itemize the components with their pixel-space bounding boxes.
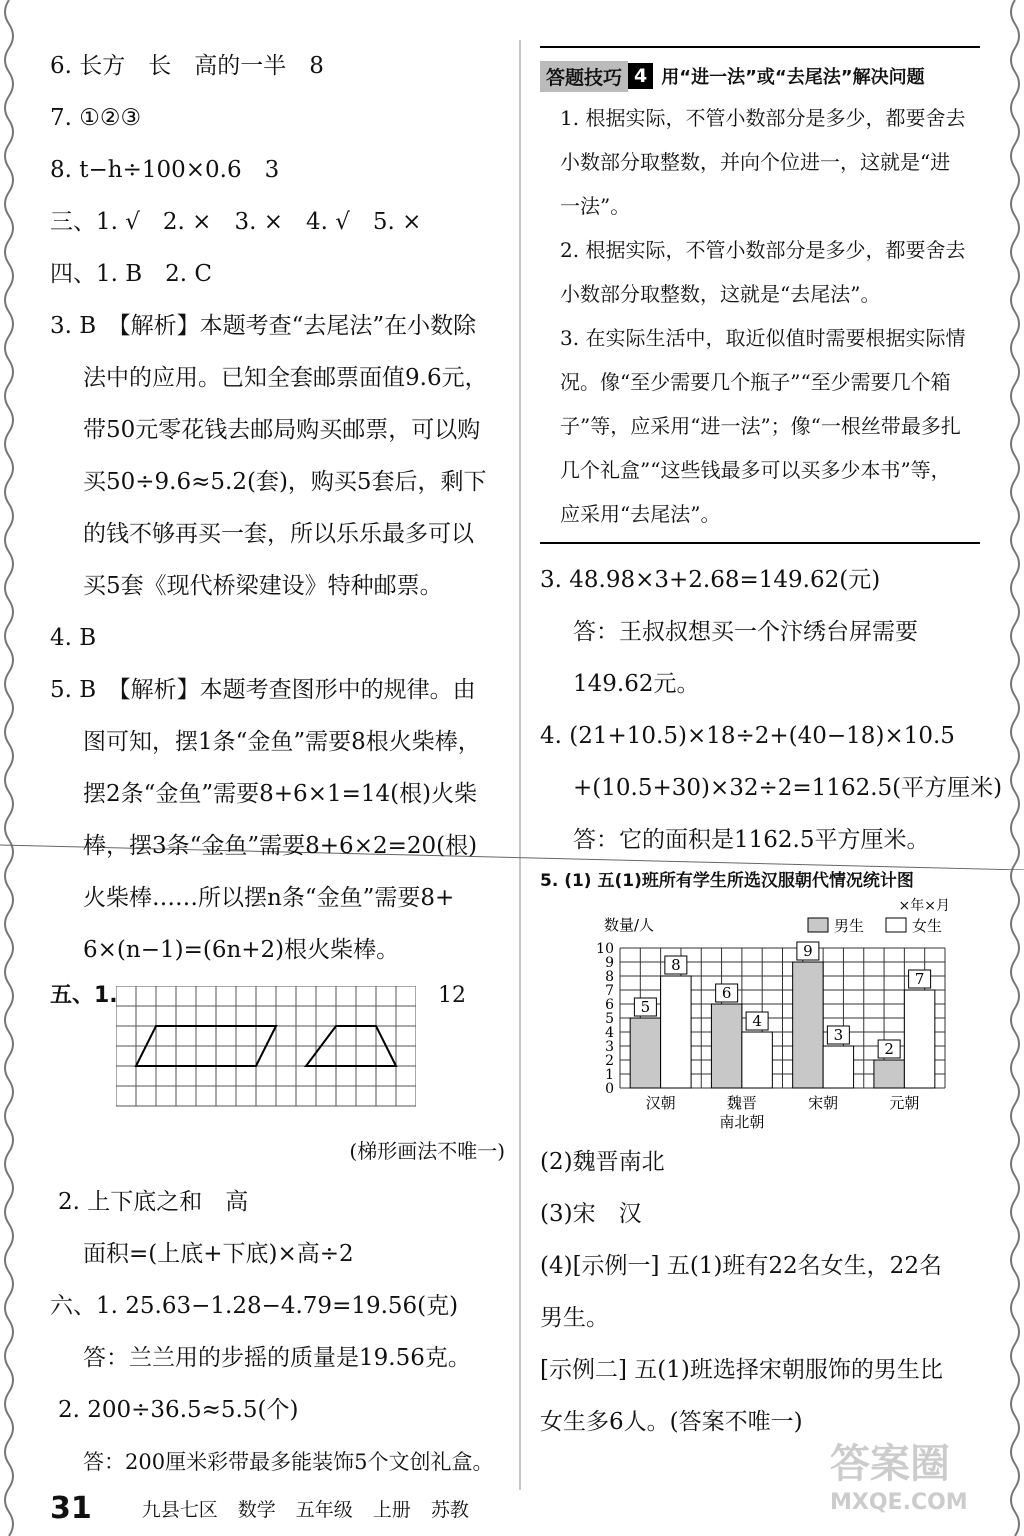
- footer-grade: 五年级: [295, 1498, 353, 1521]
- y-tick-label: 2: [605, 1053, 614, 1069]
- answer-8: 8. t−h÷100×0.6 3: [50, 157, 280, 183]
- y-tick-label: 6: [605, 997, 614, 1013]
- answer-r5-head: 5. (1) 五(1)班所有学生所选汉服朝代情况统计图: [540, 871, 914, 891]
- answer-4-5-line: 摆2条“金鱼”需要8+6×1=14(根)火柴: [83, 781, 478, 807]
- bar-chart: [540, 896, 960, 1136]
- answer-7: 7. ①②③: [50, 105, 142, 131]
- legend-boy-swatch: [808, 918, 828, 932]
- category-label: 魏晋: [726, 1094, 757, 1112]
- tip-point-1: 1. 根据实际，不管小数部分是多少，都要舍去小数部分取整数，并向个位进一，这就是“进一法”。: [560, 106, 966, 218]
- right-column: [540, 46, 1003, 1448]
- section-5-label: 五、1.: [50, 983, 118, 1008]
- answer-r5-4d: 女生多6人。(答案不唯一): [540, 1409, 803, 1435]
- y-tick-label: 4: [605, 1025, 614, 1041]
- answer-r5-3: (3)宋 汉: [540, 1201, 642, 1227]
- answer-r3: 3. 48.98×3+2.68=149.62(元): [540, 567, 881, 593]
- bar-男生: [793, 962, 823, 1088]
- answer-4-3-line: 的钱不够再买一套，所以乐乐最多可以: [83, 521, 474, 547]
- category-label: 汉朝: [645, 1094, 676, 1112]
- section-3-answers: 三、1. √ 2. × 3. × 4. √ 5. ×: [50, 209, 422, 235]
- y-tick-label: 1: [605, 1067, 614, 1083]
- answer-r4-cont: +(10.5+30)×32÷2=1162.5(平方厘米): [573, 775, 1003, 801]
- bar-女生: [661, 976, 691, 1088]
- legend-girl-label: 女生: [912, 917, 943, 935]
- answer-r3-ans: 答：王叔叔想买一个汴绣台屏需要: [573, 619, 918, 645]
- bar-value-label: 7: [914, 970, 925, 988]
- answer-4-5-line: 5. B 【解析】本题考查图形中的规律。由: [50, 677, 476, 703]
- bar-男生: [630, 1018, 660, 1088]
- tip-body: [540, 96, 980, 544]
- trapezoid-note: (梯形画法不唯一): [349, 1139, 505, 1163]
- bar-男生: [711, 1004, 741, 1088]
- answer-r3-ans: 149.62元。: [573, 671, 700, 697]
- y-tick-label: 5: [605, 1011, 614, 1027]
- chart-categories: [646, 1094, 920, 1131]
- answer-4-5-line: 6×(n−1)=(6n+2)根火柴棒。: [83, 937, 400, 963]
- footer-subject: 数学: [237, 1498, 276, 1521]
- section-5-value: 12: [438, 983, 466, 1008]
- footer-region: 九县七区: [141, 1498, 218, 1521]
- page-number: 31: [50, 1490, 92, 1526]
- chart-ylabel: 数量/人: [604, 916, 655, 934]
- watermark-line2: MXQE.COM: [830, 1490, 968, 1515]
- answer-4-5-line: 火柴棒……所以摆n条“金鱼”需要8+: [83, 885, 455, 911]
- answer-4-3-line: 3. B 【解析】本题考查“去尾法”在小数除: [50, 313, 477, 339]
- y-tick-label: 9: [605, 955, 614, 971]
- section-5-q2: 2. 上下底之和 高: [58, 1189, 249, 1215]
- bar-value-label: 8: [671, 956, 681, 974]
- left-wavy-border: [0, 0, 18, 1536]
- y-tick-label: 0: [605, 1081, 614, 1097]
- answer-6: 6. 长方 长 高的一半 8: [50, 53, 324, 79]
- answer-r5-4c: [示例二] 五(1)班选择宋朝服饰的男生比: [540, 1357, 943, 1383]
- bar-女生: [742, 1032, 772, 1088]
- section-4-answers: 四、1. B 2. C: [50, 261, 213, 287]
- section-5-q2-formula: 面积=(上底+下底)×高÷2: [83, 1241, 354, 1267]
- answer-r4-ans: 答：它的面积是1162.5平方厘米。: [573, 827, 930, 853]
- answer-r5-2: (2)魏晋南北: [540, 1149, 665, 1175]
- legend-girl-swatch: [886, 918, 906, 932]
- answer-r4: 4. (21+10.5)×18÷2+(40−18)×10.5: [540, 723, 955, 749]
- y-tick-label: 8: [605, 969, 614, 985]
- section-6-q1-answer: 答：兰兰用的步摇的质量是19.56克。: [83, 1345, 471, 1371]
- answer-4-5-line: 棒，摆3条“金鱼”需要8+6×2=20(根): [83, 833, 478, 859]
- watermark: [830, 1440, 1010, 1530]
- bar-value-label: 5: [640, 998, 651, 1016]
- y-tick-label: 7: [605, 983, 614, 999]
- footer-volume: 上册: [372, 1498, 411, 1521]
- answer-4-3-line: 法中的应用。已知全套邮票面值9.6元，: [83, 365, 488, 391]
- bar-value-label: 6: [721, 984, 732, 1002]
- section-5-grid-answer: [50, 976, 505, 1126]
- tip-header: [540, 56, 980, 96]
- tip-point-2: 2. 根据实际，不管小数部分是多少，都要舍去小数部分取整数，这就是“去尾法”。: [560, 238, 966, 306]
- tip-box: [540, 46, 980, 544]
- watermark-line1: 答案圈: [830, 1441, 950, 1487]
- answer-r5-4a: (4)[示例一] 五(1)班有22名女生，22名: [540, 1253, 942, 1279]
- category-label: 元朝: [889, 1094, 920, 1112]
- column-divider: [518, 40, 522, 1490]
- chart-date: ×年×月: [898, 898, 950, 914]
- tip-number: 4: [628, 63, 653, 89]
- tip-point-3: 3. 在实际生活中，取近似值时需要根据实际情况。像“至少需要几个瓶子”“至少需要几个箱子”等，应采用“进一法”；像“一根丝带最多扎几个礼盒”“这些钱最多可以买多少本书”等，应采用“去尾法”。: [560, 326, 966, 526]
- page-footer: [50, 1488, 750, 1528]
- category-label: 南北朝: [719, 1113, 765, 1131]
- y-tick-label: 3: [605, 1039, 614, 1055]
- answer-4-3-line: 带50元零花钱去邮局购买邮票，可以购: [83, 417, 481, 443]
- answer-4-3-line: 买5套《现代桥梁建设》特种邮票。: [83, 573, 443, 599]
- footer-edition: 苏教: [430, 1498, 469, 1521]
- category-label: 宋朝: [808, 1094, 839, 1112]
- tip-tag: 答题技巧: [540, 61, 628, 92]
- y-tick-label: 10: [596, 941, 614, 957]
- grid-drawing: [116, 986, 416, 1116]
- chart-yticks: [596, 941, 614, 1097]
- section-6-q2-answer: 答：200厘米彩带最多能装饰5个文创礼盒。: [83, 1450, 494, 1474]
- answer-4-3-line: 买50÷9.6≈5.2(套)，购买5套后，剩下: [83, 469, 487, 495]
- bar-value-label: 4: [752, 1012, 762, 1030]
- bar-男生: [874, 1060, 904, 1088]
- bar-女生: [904, 990, 934, 1088]
- section-6-q2: 2. 200÷36.5≈5.5(个): [58, 1397, 299, 1423]
- section-6-q1: 六、1. 25.63−1.28−4.79=19.56(克): [50, 1293, 459, 1319]
- bar-value-label: 2: [884, 1040, 894, 1058]
- bar-value-label: 9: [803, 942, 813, 960]
- bar-女生: [823, 1046, 853, 1088]
- answer-4-4: 4. B: [50, 625, 97, 651]
- tip-title: 用“进一法”或“去尾法”解决问题: [661, 67, 925, 88]
- answer-4-5-line: 图可知，摆1条“金鱼”需要8根火柴棒，: [83, 729, 481, 755]
- bar-value-label: 3: [833, 1026, 844, 1044]
- left-column: [50, 40, 505, 1488]
- right-wavy-border: [1006, 0, 1024, 1536]
- legend-boy-label: 男生: [834, 917, 865, 935]
- answer-r5-4b: 男生。: [540, 1305, 609, 1331]
